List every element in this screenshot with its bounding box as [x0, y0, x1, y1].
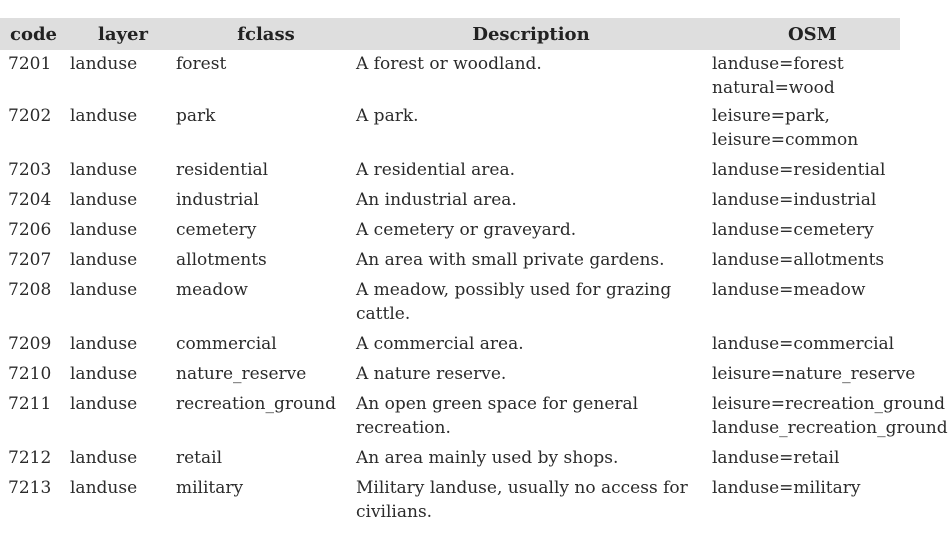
osm-tag: landuse=industrial	[712, 190, 877, 210]
header-fclass: fclass	[176, 18, 356, 50]
cell-layer: landuse	[70, 54, 138, 74]
table-body	[0, 50, 948, 530]
cell-layer: landuse	[70, 448, 138, 468]
cell-fclass: military	[176, 478, 244, 498]
cell-description: An area mainly used by shops.	[356, 448, 619, 468]
osm-tag: natural=wood	[712, 78, 835, 98]
cell-osm	[706, 158, 900, 188]
cell-description: A park.	[356, 106, 419, 126]
cell-description: A residential area.	[356, 160, 516, 180]
osm-tag: leisure=common	[712, 130, 859, 150]
header-row	[0, 18, 900, 50]
table-row	[0, 50, 900, 104]
table-row	[0, 446, 900, 476]
cell-osm	[706, 332, 900, 362]
cell-code: 7206	[8, 220, 52, 240]
cell-osm	[706, 278, 900, 332]
cell-description: An open green space for general recreation.	[356, 394, 639, 438]
cell-fclass: forest	[176, 54, 227, 74]
table-row	[0, 476, 900, 530]
table-row	[0, 158, 900, 188]
cell-osm	[706, 188, 900, 218]
cell-fclass: commercial	[176, 334, 277, 354]
cell-description: A commercial area.	[356, 334, 524, 354]
osm-tag: landuse=forest	[712, 54, 844, 74]
cell-fclass: allotments	[176, 250, 267, 270]
cell-layer: landuse	[70, 106, 138, 126]
cell-code: 7204	[8, 190, 52, 210]
table-row	[0, 188, 900, 218]
cell-description: A meadow, possibly used for grazing cattle.	[356, 280, 672, 324]
osm-tag: landuse=commercial	[712, 334, 895, 354]
cell-description: Military landuse, usually no access for civilians.	[356, 478, 688, 522]
osm-tag: landuse=cemetery	[712, 220, 874, 240]
cell-osm	[706, 50, 900, 104]
cell-code: 7211	[8, 394, 52, 414]
cell-description: A cemetery or graveyard.	[356, 220, 577, 240]
cell-osm	[706, 476, 900, 530]
cell-layer: landuse	[70, 334, 138, 354]
table-row	[0, 278, 900, 332]
cell-fclass: industrial	[176, 190, 259, 210]
cell-code: 7201	[8, 54, 52, 74]
cell-fclass: park	[176, 106, 216, 126]
table-row	[0, 218, 900, 248]
cell-fclass: recreation_ground	[176, 394, 337, 414]
cell-fclass: nature_reserve	[176, 364, 307, 384]
cell-code: 7210	[8, 364, 52, 384]
header-code: code	[0, 18, 70, 50]
osm-tag: leisure=park,	[712, 106, 830, 126]
cell-fclass: meadow	[176, 280, 248, 300]
cell-osm	[706, 362, 916, 392]
cell-osm	[706, 104, 900, 158]
cell-layer: landuse	[70, 160, 138, 180]
landuse-table	[0, 18, 948, 530]
cell-layer: landuse	[70, 220, 138, 240]
cell-layer: landuse	[70, 364, 138, 384]
cell-code: 7207	[8, 250, 52, 270]
header-layer: layer	[70, 18, 176, 50]
osm-tag: landuse=allotments	[712, 250, 885, 270]
osm-tag: leisure=nature_reserve	[712, 364, 916, 384]
cell-osm	[706, 218, 900, 248]
osm-tag: landuse=meadow	[712, 280, 866, 300]
table-row	[0, 332, 900, 362]
cell-osm	[706, 446, 900, 476]
cell-fclass: residential	[176, 160, 269, 180]
osm-tag: landuse_recreation_ground	[712, 418, 948, 438]
cell-description: A forest or woodland.	[356, 54, 542, 74]
cell-layer: landuse	[70, 190, 138, 210]
osm-tag: leisure=recreation_ground	[712, 394, 946, 414]
cell-description: An area with small private gardens.	[356, 250, 665, 270]
cell-layer: landuse	[70, 394, 138, 414]
table-row	[0, 248, 900, 278]
cell-fclass: retail	[176, 448, 223, 468]
cell-code: 7213	[8, 478, 52, 498]
table-row	[0, 104, 900, 158]
cell-layer: landuse	[70, 280, 138, 300]
cell-osm	[706, 392, 948, 446]
cell-osm	[706, 248, 900, 278]
cell-code: 7212	[8, 448, 52, 468]
cell-code: 7203	[8, 160, 52, 180]
cell-description: An industrial area.	[356, 190, 517, 210]
cell-fclass: cemetery	[176, 220, 257, 240]
osm-tag: landuse=retail	[712, 448, 840, 468]
header-description: Description	[356, 18, 706, 50]
table-row	[0, 362, 900, 392]
osm-tag: landuse=military	[712, 478, 861, 498]
cell-code: 7209	[8, 334, 52, 354]
cell-code: 7202	[8, 106, 52, 126]
table-row	[0, 392, 900, 446]
cell-layer: landuse	[70, 478, 138, 498]
cell-layer: landuse	[70, 250, 138, 270]
osm-tag: landuse=residential	[712, 160, 886, 180]
table-header	[0, 18, 900, 50]
header-osm: OSM	[706, 18, 900, 50]
landuse-table-container	[0, 18, 948, 533]
cell-description: A nature reserve.	[356, 364, 507, 384]
cell-code: 7208	[8, 280, 52, 300]
